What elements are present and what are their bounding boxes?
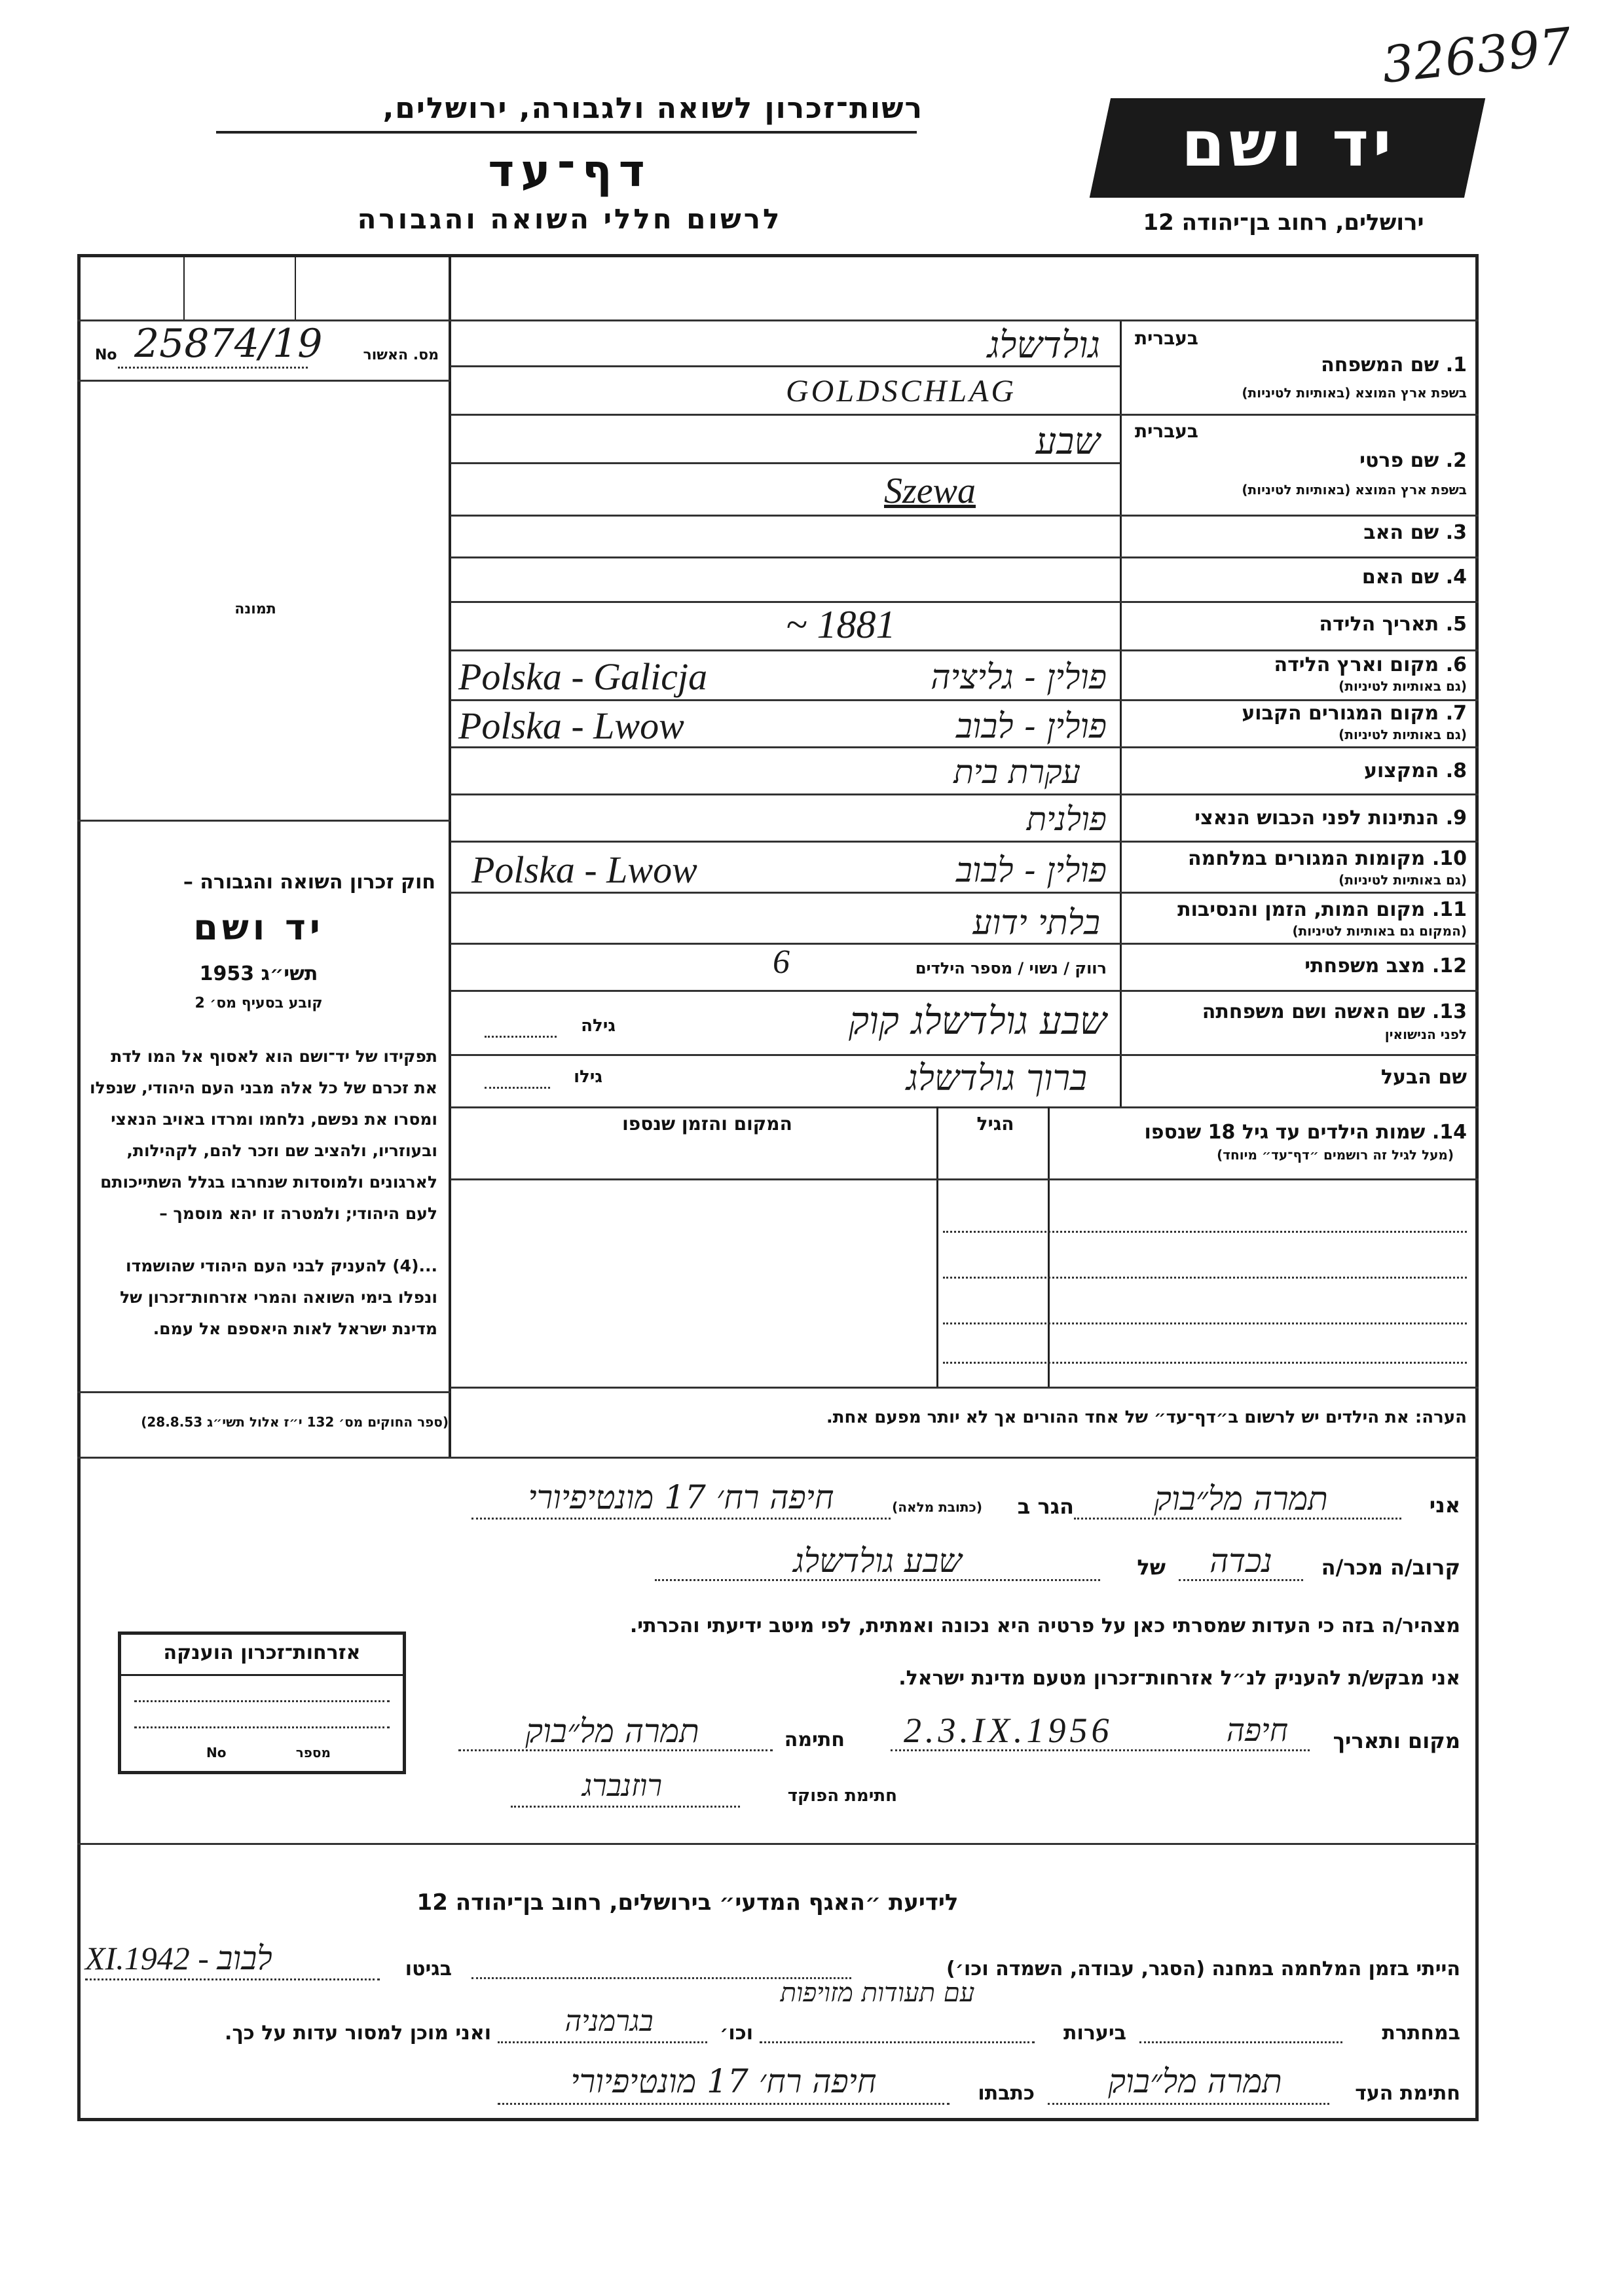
remark: הערה: את הילדים יש לרשום ב״דף־עד״ של אחד ההורים אך לא יותר מפעם אחת. [826,1408,1467,1427]
row-line-3 [451,556,1479,558]
row-line-13 [451,1054,1479,1056]
decl-place-value[interactable]: חיפה [1226,1712,1289,1749]
f4-num: 4. [1445,566,1467,589]
f13-age-dotline [485,1036,557,1038]
info-ghetto-label: בגיטו [405,1958,452,1980]
address-line: ירושלים, רחוב בן־יהודה 12 [1143,210,1424,236]
f10-value-latin[interactable]: Polska - Lwow [471,848,697,891]
decl-statement-1: מצהיר/ה בזה כי העדות שמסרתי כאן על פרטיה היא נכונה ואמתית, לפי מיטב ידיעתי והכרתי. [629,1614,1460,1637]
f12-children[interactable]: 6 [773,943,790,981]
f14-dot-1 [943,1231,1467,1233]
f14-col-place: המקום והזמן שנספו [622,1113,792,1135]
f14-dot-4 [943,1362,1467,1364]
form-subtitle: לרשום חללי השואה והגבורה [357,203,783,235]
f6-note: (גם באותיות לטיניות) [1338,678,1467,694]
approval-prefix: No [95,347,117,363]
top-strip-tick-2 [295,254,296,319]
info-top-line [77,1843,1479,1845]
decl-signature-label: חתימה [784,1728,845,1751]
f12-label [1133,955,1467,977]
decl-signature-dotline [458,1749,773,1751]
citizenship-box-dotline-2 [134,1726,390,1728]
f10-text: מקומות המגורים במלחמה [1188,847,1426,870]
row-line-5 [451,649,1479,651]
left-panel-divider [449,254,451,1459]
f2-text: שם פרטי [1359,449,1439,472]
info-heading: לידיעת ״האגף המדעי״ בירושלים, רחוב בן־יהודה 12 [416,1889,959,1916]
husband-age-dotline [485,1087,550,1089]
f1-lang-orig: בשפת ארץ המוצא (באותיות לטיניות) [1242,385,1467,401]
decl-official-sig-label: חתימת הפוקד [787,1786,897,1806]
info-etc-value[interactable]: בגרמניה [564,2005,654,2038]
husband-value[interactable]: ברוך גולדשלג [906,1057,1087,1099]
label-column-divider [1120,321,1122,1106]
f11-text: מקום המות, הזמן והנסיבות [1177,898,1426,921]
form-title: דף־עד [488,145,652,197]
f9-label [1133,807,1467,829]
f1-value-heb[interactable]: גולדשלג [987,324,1100,367]
f2-lang-orig: בשפת ארץ המוצא (באותיות לטיניות) [1242,482,1467,498]
info-forests-dotline [760,2041,1035,2043]
decl-of-value[interactable]: שבע גולדשלג [793,1542,962,1580]
remark-top-line [451,1387,1479,1389]
f7-label [1133,702,1467,725]
f2-num: 2. [1445,449,1467,472]
row-line-14 [451,1106,1479,1108]
f5-num: 5. [1445,613,1467,636]
decl-relation-label: קרוב/ה מכר/ה [1321,1555,1460,1580]
law-paragraph-2: ...(4) להעניק לבני העם היהודי שהושמדו ונפלו בימי השואה והמרי אזרחות־זכרון של מדינת ישראל לאות היאספם אל עמם. [120,1256,437,1338]
f2-lang-heb: בעברית [1134,420,1198,442]
row-line-10 [451,892,1479,894]
decl-place-date-label: מקום ותאריך [1333,1728,1460,1753]
f7-value-heb[interactable]: פולין - לבוב [955,707,1107,746]
row-line-2b [451,515,1479,517]
decl-of-dotline [655,1579,1100,1581]
logo-text: יד ושם [1181,107,1395,181]
f3-num: 3. [1445,521,1467,544]
info-etc-dotline [498,2041,707,2043]
info-underground-label: במחתרת [1382,2022,1460,2045]
f13-value[interactable]: שבע גולדשלג קוק [848,998,1107,1043]
yad-vashem-logo [1090,98,1485,198]
law-year: תשי״ג 1953 [199,962,318,985]
f2-label [1133,449,1467,472]
f8-value[interactable]: עקרת בית [953,753,1080,791]
law-paragraph-1: תפקידו של יד־ושם הוא לאסוף אל המו לדת את זכרם של כל אלה מבני העם היהודי, שנפלו ומסרו את נפשם, נלחמו ומרדו באויב הנאצי ובעוזריו, ולהציב שם וזכר להם, לקהילות, לארגונים ולמוסדות שנחרבו בגלל השתייכותם לעם היהודי; ולמטרה זו יהא מוסמך – [90,1047,437,1223]
law-name: יד ושם [193,907,324,948]
archive-number: 326397 [1379,16,1574,94]
row-line-11 [451,943,1479,945]
row-line-8 [451,793,1479,795]
photo-bottom-line [77,820,451,822]
f11-num: 11. [1431,898,1467,921]
row-line-9 [451,841,1479,843]
f8-label [1133,759,1467,782]
f14-text: שמות הילדים עד גיל 18 שנספו [1144,1121,1426,1144]
f7-num: 7. [1445,702,1467,725]
f5-value[interactable]: ~ 1881 [786,603,896,646]
row-line-1b [451,414,1479,416]
f12-num: 12. [1431,955,1467,977]
remark-bottom-line [77,1457,1479,1459]
f11-label [1133,898,1467,921]
law-bottom-line [77,1391,451,1393]
law-section: קובע בסעיף מס׳ 2 [194,995,323,1011]
f13-num: 13. [1431,1000,1467,1023]
info-witness-sig-dotline [1048,2103,1329,2105]
citizenship-box-no: No [206,1745,227,1760]
decl-i-value[interactable]: תמרה מל״בוק [1154,1480,1328,1518]
f3-label [1133,521,1467,544]
f14-col-div-1 [1048,1106,1050,1388]
f13-age-label: גילה [581,1016,616,1036]
citizenship-box [118,1631,406,1774]
f12-text: מצב משפחתי [1304,955,1426,977]
f5-text: תאריך הלידה [1319,613,1439,636]
f6-value-heb[interactable]: פולין - גליציה [931,658,1107,697]
decl-lives-label: הגר ב [1017,1494,1074,1519]
f10-value-heb[interactable]: פולין - לבוב [955,851,1107,890]
decl-statement-2: אני מבקש/ת להעניק לנ״ל אזרחות־זכרון מטעם מדינת ישראל. [898,1667,1460,1690]
photo-label: תמונה [234,601,276,617]
f2-value-heb[interactable]: שבע [1035,420,1100,463]
info-address-label: כתבתו [978,2082,1035,2105]
decl-relation-dotline [1179,1579,1303,1581]
decl-lives-dotline [471,1518,891,1520]
f3-text: שם האב [1363,521,1439,544]
decl-signature-value[interactable]: תמרה מל״בוק [525,1712,699,1750]
decl-i-dotline [1074,1518,1401,1520]
approval-label: מס. האשור [363,347,439,363]
f1-lang-heb: בעברית [1134,327,1198,349]
info-forests-label: ביערות [1063,2022,1126,2045]
authority-underline [216,131,917,134]
f10-label [1133,847,1467,870]
f14-note: (מעל לגיל זה רושמים ״דף־עד״ מיוחד) [1217,1147,1454,1163]
f14-col-age: הגיל [976,1113,1014,1135]
f6-label [1133,653,1467,676]
row-line-6 [451,699,1479,701]
f6-num: 6. [1445,653,1467,676]
f11-note: (המקום גם באותיות לטיניות) [1292,923,1467,939]
f13-text: שם האשה ושם משפחתה [1202,1000,1426,1023]
info-witness-sig-value[interactable]: תמרה מל״בוק [1108,2062,1282,2100]
info-address-value[interactable]: חיפה רח׳ 17 מונטיפיורי [570,2062,877,2100]
f13-note: לפני הנישואין [1384,1027,1467,1042]
law-title: חוק זכרון השואה והגבורה – [183,871,435,894]
info-address-dotline [498,2103,950,2105]
info-underground-dotline [1139,2041,1342,2043]
decl-relation-value[interactable]: נכדה [1209,1542,1272,1580]
approval-dotline [118,367,308,369]
citizenship-box-number-label: מספר [295,1745,331,1760]
decl-lives-note: (כתובת מלאה) [892,1499,982,1515]
f14-num: 14. [1431,1121,1467,1144]
info-etc-label: וכו׳ [720,2022,753,2045]
decl-official-sig-dotline [511,1806,740,1808]
info-forests-value[interactable]: עם תעודות מזויפות [780,1978,975,2008]
f1-value-latin[interactable]: GOLDSCHLAG [786,374,1017,409]
f14-dot-2 [943,1277,1467,1279]
f14-dot-3 [943,1322,1467,1324]
f6-text: מקום וארץ הלידה [1274,653,1439,676]
f7-note: (גם באותיות לטיניות) [1338,727,1467,742]
info-witness-sig-label: חתימת העד [1355,2082,1460,2105]
law-citation: (ספר החוקים מס׳ 132 י״ז אלול תשי״ג 28.8.53) [141,1414,449,1430]
f10-num: 10. [1431,847,1467,870]
f6-value-latin[interactable]: Polska - Galicja [458,655,708,698]
decl-place-date-dotline [891,1749,1310,1751]
f4-text: שם האם [1361,566,1439,589]
decl-of-label: של [1137,1555,1166,1580]
f9-text: הנתינות לפני הכבוש הנאצי [1194,807,1439,829]
row-line-12 [451,990,1479,992]
decl-official-sig-value[interactable]: רוזנברג [581,1768,663,1803]
f8-num: 8. [1445,759,1467,782]
f13-label [1133,1000,1467,1023]
f7-text: מקום המגורים הקבוע [1242,702,1439,725]
f12-options: רווק / נשוי / מספר הילדים [915,959,1107,977]
f9-value[interactable]: פולנית [1026,800,1107,838]
f4-label [1133,566,1467,589]
citizenship-box-title: אזרחות־זכרון הוענקה [163,1641,361,1664]
authority-name: רשות־זכרון לשואה ולגבורה, ירושלים, [382,92,923,125]
f14-row-1 [451,1178,1479,1180]
f1-label [1133,354,1467,376]
approval-row-line [77,380,451,382]
info-line1-label: הייתי בזמן המלחמה במחנה (הסגר, עבודה, השמדה וכו׳) [946,1958,1460,1980]
row-line-4 [451,601,1479,603]
citizenship-box-dotline-1 [134,1700,390,1702]
info-ready-text: ואני מוכן למסור עדות על כך. [225,2022,491,2045]
f9-num: 9. [1445,807,1467,829]
decl-i-label: אני [1429,1493,1460,1518]
f10-note: (גם באותיות לטיניות) [1338,872,1467,888]
info-ghetto-dotline [85,1978,380,1980]
decl-date-value[interactable]: 2.3.IX.1956 [904,1711,1113,1750]
f11-value[interactable]: בלתי ידוע [972,903,1100,943]
info-ghetto-value[interactable]: XI.1942 - לבוב [85,1940,272,1977]
top-strip-tick-1 [183,254,185,319]
husband-label: שם הבעל [1380,1066,1467,1089]
f1-num: 1. [1445,354,1467,376]
approval-number[interactable]: 25874/19 [134,321,323,367]
husband-age-label: גילו [574,1067,602,1087]
f5-label [1133,613,1467,636]
f2-value-latin[interactable]: Szewa [884,471,976,511]
f7-value-latin[interactable]: Polska - Lwow [458,704,684,747]
decl-lives-value[interactable]: חיפה רח׳ 17 מונטיפיורי [528,1478,834,1516]
f1-text: שם המשפחה [1321,354,1439,376]
f8-text: המקצוע [1363,759,1439,782]
f14-label [1061,1121,1467,1144]
f14-col-div-2 [936,1106,938,1388]
